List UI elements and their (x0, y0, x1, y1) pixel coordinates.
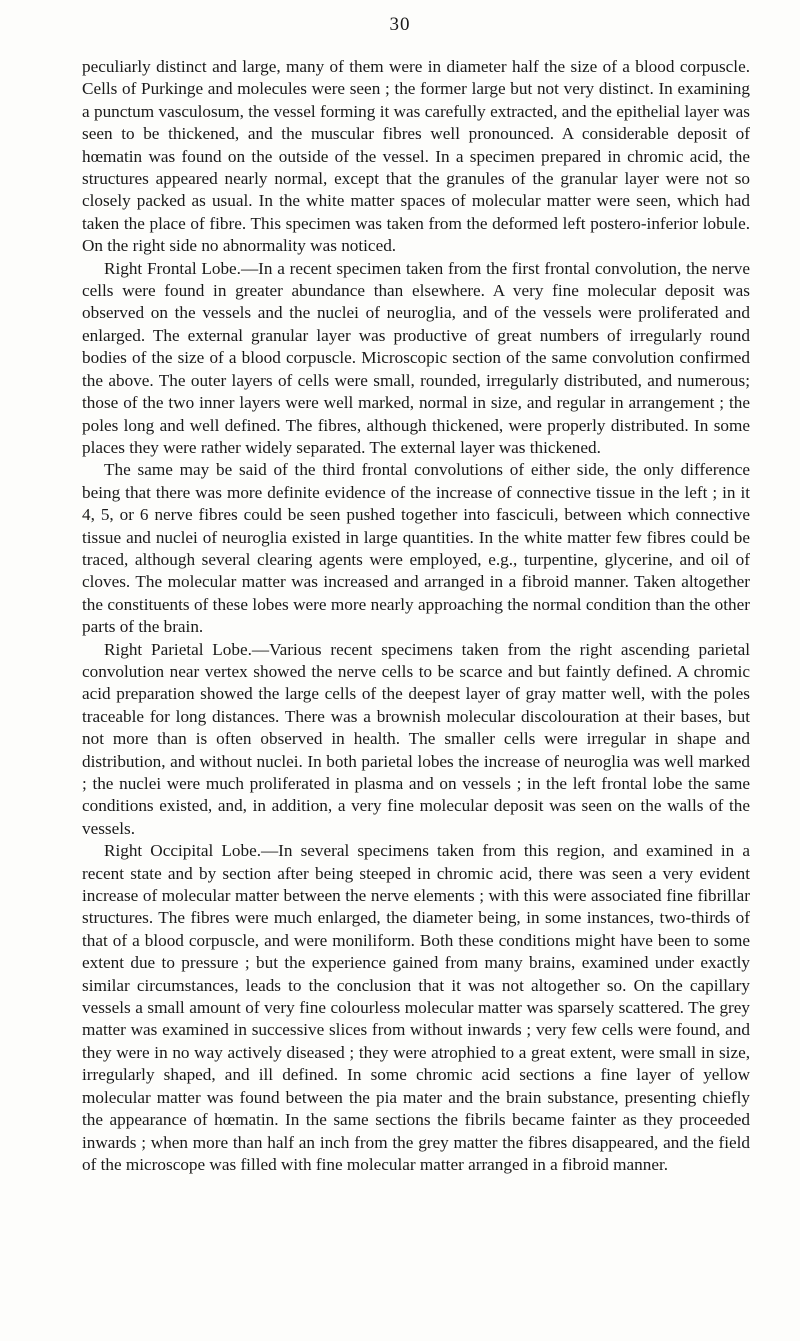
paragraph-right-frontal-lobe: Right Frontal Lobe.—In a recent specimen taken from the first frontal convolution, the nerve cells were found in greater abundance than elsewhere. A very fine molecular deposit was observed on the vessels and the nuclei of neuroglia, and of the vessels were proliferated and enlarged. The external granular layer was productive of great numbers of irregularly round bodies of the size of a blood corpuscle. Microscopic section of the same convolution confirmed the above. The outer layers of cells were small, rounded, irregularly distributed, and numerous; those of the two inner layers were well marked, normal in size, and regular in arrangement ; the poles long and well defined. The fibres, although thickened, were properly distributed. In some places they were rather widely separated. The external layer was thickened. (82, 258, 750, 457)
page-number: 30 (389, 14, 411, 35)
body-text (82, 56, 750, 1176)
paragraph-right-parietal-lobe: Right Parietal Lobe.—Various recent specimens taken from the right ascending parietal convolution near vertex showed the nerve cells to be scarce and but faintly defined. A chromic acid preparation showed the large cells of the deepest layer of gray matter well, with the poles traceable for long distances. There was a brownish molecular discolouration at their bases, but not more than is often observed in health. The smaller cells were irregular in shape and distribution, and without nuclei. In both parietal lobes the increase of neuroglia was well marked ; the nuclei were much proliferated in plasma and on vessels ; in the left frontal lobe the same conditions existed, and, in addition, a very fine molecular deposit was seen on the walls of the vessels. (82, 639, 750, 838)
paragraph-continuation: peculiarly distinct and large, many of them were in diameter half the size of a blood corpuscle. Cells of Purkinge and molecules were seen ; the former large but not very distinct. In examining a punctum vasculosum, the vessel forming it was carefully extracted, and the epithelial layer was seen to be thickened, and the muscular fibres well pronounced. A considerable deposit of hœmatin was found on the outside of the vessel. In a specimen prepared in chromic acid, the structures appeared nearly normal, except that the granules of the granular layer were not so closely packed as usual. In the white matter spaces of molecular matter were seen, which had taken the place of fibre. This specimen was taken from the deformed left postero-inferior lobule. On the right side no abnormality was noticed. (82, 57, 750, 256)
paragraph-right-occipital-lobe: Right Occipital Lobe.—In several specimens taken from this region, and examined in a recent state and by section after being steeped in chromic acid, there was seen a very evident increase of molecular matter between the nerve elements ; with this were associated fine fibrillar structures. The fibres were much enlarged, the diameter being, in some instances, two-thirds of that of a blood corpuscle, and were moniliform. Both these conditions might have been to some extent due to pressure ; but the experience gained from many brains, examined under exactly similar circumstances, leads to the conclusion that it was not altogether so. On the capillary vessels a small amount of very fine colourless molecular matter was sparsely scattered. The grey matter was examined in successive slices from without inwards ; very few cells were found, and they were in no way actively diseased ; they were atrophied to a great extent, were small in size, irregularly shaped, and ill defined. In some chromic acid sections a fine layer of yellow molecular matter was found between the pia mater and the brain substance, presenting chiefly the appearance of hœmatin. In the same sections the fibrils became fainter as they proceeded inwards ; when more than half an inch from the grey matter the fibres disappeared, and the field of the microscope was filled with fine molecular matter arranged in a fibroid manner. (82, 841, 750, 1174)
paragraph-third-frontal-convolutions: The same may be said of the third frontal convolutions of either side, the only difference being that there was more definite evidence of the increase of connective tissue in the left ; in it 4, 5, or 6 nerve fibres could be seen pushed together into fasciculi, between which connective tissue and nuclei of neuroglia existed in large quantities. In the white matter few fibres could be traced, although several clearing agents were employed, e.g., turpentine, glycerine, and oil of cloves. The molecular matter was increased and arranged in a fibroid manner. Taken altogether the constituents of these lobes were more nearly approaching the normal condition than the other parts of the brain. (82, 460, 750, 637)
